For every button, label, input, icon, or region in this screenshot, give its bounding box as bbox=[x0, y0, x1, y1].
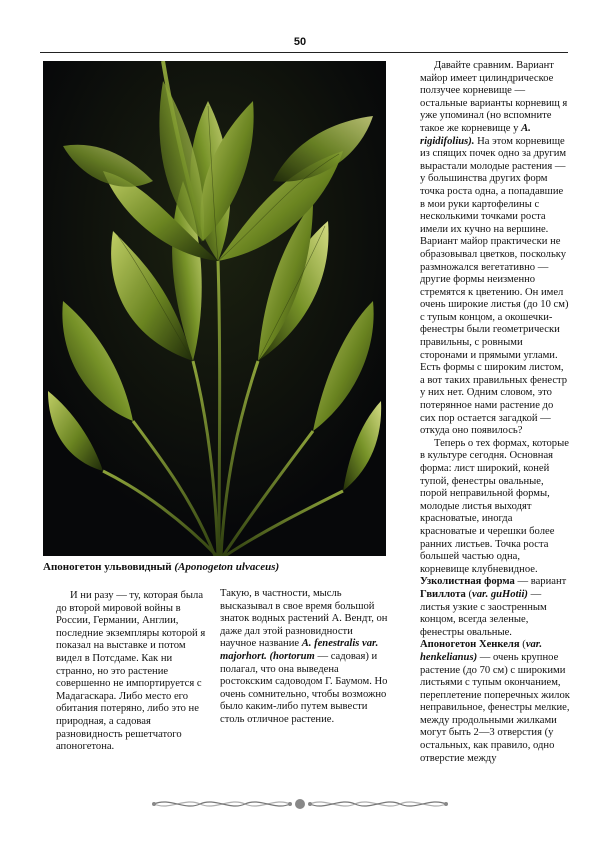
right-p2-text-e: ( bbox=[465, 588, 473, 600]
header-rule bbox=[40, 52, 568, 53]
caption-latin: (Aponogeton ulvaceus) bbox=[174, 561, 280, 573]
plant-illustration bbox=[43, 61, 386, 556]
middle-latin-name: A. fenestralis var. majorhort. (hortorum bbox=[220, 638, 379, 662]
middle-text-column bbox=[220, 588, 388, 727]
plant-photo bbox=[43, 61, 386, 556]
right-paragraph-2 bbox=[420, 438, 570, 765]
right-p2-bold-form: Узколистная форма bbox=[420, 576, 515, 588]
left-text-column bbox=[56, 590, 208, 754]
middle-text-1: Такую, в частности, мысль высказывал в свое время большой знаток водных растений А. Вендт, он даже дал этой разновидности научное название bbox=[220, 588, 388, 650]
right-text-column bbox=[420, 60, 570, 765]
figure-caption bbox=[43, 561, 383, 574]
right-p2-text-i: ( bbox=[519, 639, 526, 651]
right-p2-text-g: — листья узкие с заостренным концом, всегда зеленые, фенестры овальные. bbox=[420, 588, 547, 638]
caption-text: Апоногетон ульвовидный bbox=[43, 561, 175, 573]
right-p2-text-c: — вариант bbox=[514, 576, 567, 588]
right-p2-text-k: — очень крупное растение (до 70 см) с широкими листьями с тупым окончанием, переплетение поперечных жилок неправильное, фенестры мелкие, между продольными жилками могут быть 2—3 отверстия (у остальных, как правило, одно отверстие между bbox=[420, 651, 570, 764]
middle-paragraph bbox=[220, 588, 388, 727]
right-p2-bold-gvillot: Гвиллота bbox=[420, 588, 466, 600]
right-p2-latin-henkelianus: var. henkelianus) bbox=[420, 639, 542, 663]
footer-ornament bbox=[150, 795, 450, 813]
ornament-flourish bbox=[150, 795, 450, 813]
page-number: 50 bbox=[293, 36, 307, 48]
right-p2-text-a: Теперь о тех формах, которые в культуре сегодня. Основная форма: лист широкий, коней тупой, фенестры овальные, порой неправильной формы, молодые листья выходят красноватые, иногда красноватые и черешки более ранних листьев. Точка роста большей частью одна, корневище клубневидное. bbox=[420, 437, 569, 575]
right-p1-text-c: На этом корневище из спящих почек одно за другим вырастали молодые растения — у большинства других форм точка роста одна, а попадавшие в мои руки картофелины с несколькими точками роста имели их кучно на вершине. Вариант майор практически не образовывал цветков, поскольку размножался вегетативно — другие формы неизменно стремятся к цветению. Он имел очень широкие листья (до 10 см) с тупым концом, а окошечки-фенестры были геометрически правильны, с ровными сторонами и прямыми углами. Есть формы с широким листом, а вот таких правильных фенестр у них нет. Одним словом, это потерянное нами растение до сих пор остается загадкой — откуда оно появилось? bbox=[420, 135, 569, 437]
right-p1-text-a: Давайте сравним. Вариант майор имеет цилиндрическое ползучее корневище — остальные варианты корневищ я уже упоминал (но вспомните такое же корневище у bbox=[420, 60, 568, 134]
middle-text-2: — садовая) и полагал, что она выведена ростокским садоводом Г. Баумом. Но очень сомнительно, чтобы возможно было каким-либо путем вывести столь отличное растение. bbox=[220, 650, 388, 725]
right-p1-latin: A. rigidifolius). bbox=[420, 122, 531, 147]
left-paragraph: И ни разу — ту, которая была до второй мировой войны в России, Германии, Англии, последние экземпляры которой я показал на выставке и потом видел в Потсдаме. Как ни странно, но это растение совершенно не импортируется с Мадагаскара. Либо место его обитания потеряно, либо это не природная, а садовая разновидность решетчатого апоногетона. bbox=[56, 590, 206, 753]
right-p2-latin-guhotii: var. guHotii) bbox=[472, 588, 528, 600]
right-p2-bold-henkel: Апоногетон Хенкеля bbox=[420, 639, 520, 651]
right-paragraph-1 bbox=[420, 60, 570, 438]
